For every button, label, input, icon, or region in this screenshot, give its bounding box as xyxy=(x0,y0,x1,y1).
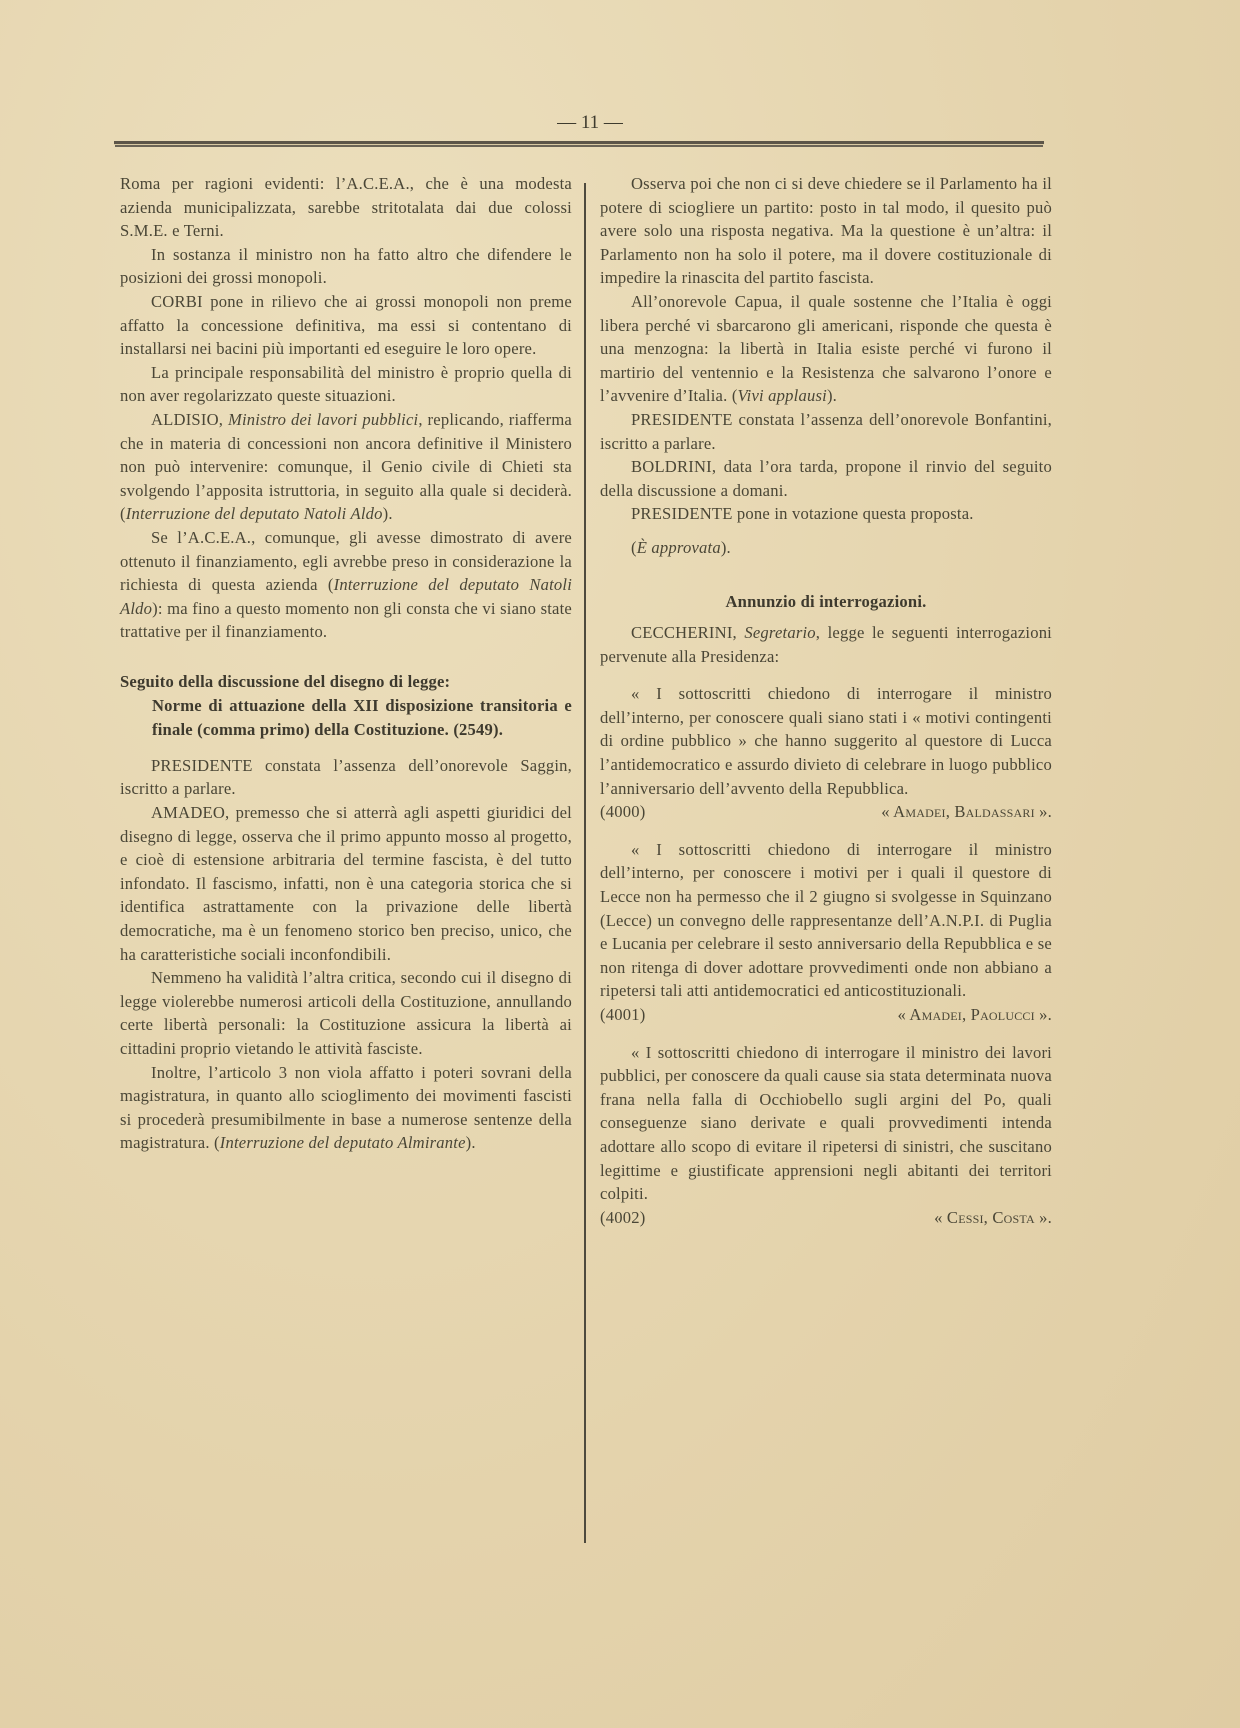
spacer xyxy=(600,824,1052,838)
paragraph: Nemmeno ha validità l’altra critica, secondo cui il disegno di legge violerebbe numerosi articoli della Costituzione, annullando certe libertà personali: la Costituzione assicura la libertà ai cittadini proprio vietando le attività fasciste. xyxy=(120,968,572,1058)
paragraph: AMADEO, premesso che si atterrà agli aspetti giuridici del disegno di legge, osserva che il primo appunto mosso al progetto, e cioè di estensione arbitraria del termine fascista, è del tutto infondato. Il fascismo, infatti, non è una categoria storica che si identifica astrattamente con la privazione delle libertà democratiche, ma è un fenomeno storico ben preciso, unico, che ha caratteristiche sociali inconfondibili. xyxy=(120,803,572,964)
paragraph-end: ). xyxy=(465,1133,476,1153)
spacer xyxy=(600,1027,1052,1041)
section-heading-bill xyxy=(120,670,572,742)
interrogation-number: (4000) xyxy=(600,802,646,822)
interrogation-signers: « Cessi, Costa ». xyxy=(934,1207,1052,1227)
interrogation-item xyxy=(600,1041,1052,1230)
paragraph: BOLDRINI, data l’ora tarda, propone il rinvio del seguito della discussione a domani. xyxy=(600,457,1052,500)
speaker-role: Segretario xyxy=(744,623,816,643)
paragraph: In sostanza il ministro non ha fatto altro che difendere le posizioni dei grossi monopoli. xyxy=(120,244,572,288)
paren-close: ). xyxy=(720,537,731,557)
applause-note: Vivi applausi xyxy=(737,386,827,406)
section-heading-rest: Norme di attuazione della XII disposizione transitoria e finale (comma primo) della Costituzione. (2549). xyxy=(152,695,572,739)
interrogation-text: « I sottoscritti chiedono di interrogare il ministro dell’interno, per conoscere i motivi per i quali il questore di Lecce non ha permesso che il 2 giugno si svolgesse in Squinzano (Lecce) un convegno delle rappresentanze dell’A.N.P.I. di Puglia e Lucania per celebrare il sesto anniversario della Repubblica e se non ritenga di dover adottare provvedimenti onde non abbiano a ripetersi tali atti antidemocratici ed anticostituzionali. xyxy=(600,839,1052,1001)
interrogation-signature-line xyxy=(600,1206,1052,1230)
interrogation-signers: « Amadei, Baldassari ». xyxy=(881,802,1052,822)
header-rule xyxy=(114,141,1044,145)
section-heading-first-line: Seguito della discussione del disegno di legge: xyxy=(120,671,451,691)
paragraph-text: , replicando, riafferma che in materia di concessioni non ancora definitive il Ministero non può intervenire: comunque, il Genio civile di Chieti sta svolgendo l’apposita istruttoria, in seguito alla quale si deciderà. ( xyxy=(120,409,572,524)
column-divider xyxy=(584,183,586,1543)
interrogation-text: « I sottoscritti chiedono di interrogare il ministro dei lavori pubblici, per conoscere da quali cause sia stata determinata nuova frana nella falla di Occhiobello sugli argini del Po, quali conseguenze siano derivate e quali provvedimenti intenda adottare allo scopo di evitare il ripetersi di sinistri, che suscitano legittime e giustificate apprensioni negli abitanti dei territori colpiti. xyxy=(600,1042,1052,1204)
interruption-note: Interruzione del deputato Natoli Aldo xyxy=(120,575,573,618)
paragraph: La principale responsabilità del ministro è proprio quella di non aver regolarizzato queste situazioni. xyxy=(120,362,572,406)
interruption-note: Interruzione del deputato Almirante xyxy=(219,1133,466,1153)
interrogation-item xyxy=(600,838,1052,1027)
page-number: — 11 — xyxy=(557,112,623,133)
paragraph-ceccherini xyxy=(600,621,1052,668)
speaker-name: ALDISIO, xyxy=(151,409,228,429)
paragraph-text: Se l’A.C.E.A., comunque, gli avesse dimostrato di avere ottenuto il finanziamento, egli avrebbe preso in considerazione la richiesta di questa azienda ( xyxy=(120,527,572,595)
spacer xyxy=(600,526,1052,536)
paragraph: CORBI pone in rilievo che ai grossi monopoli non preme affatto la concessione definitiva, ma essi si contentano di installarsi nei bacini più importanti ed eseguire le loro opere. xyxy=(120,291,572,359)
paragraph-end: ). xyxy=(382,504,393,524)
speaker-role: Ministro dei lavori pubblici xyxy=(227,409,419,429)
paragraph: PRESIDENTE constata l’assenza dell’onorevole Saggin, iscritto a parlare. xyxy=(120,755,572,799)
interrogation-number: (4001) xyxy=(600,1005,646,1024)
interrogation-signers: « Amadei, Paolucci ». xyxy=(897,1005,1052,1024)
paragraph-text: , legge le seguenti interrogazioni pervenute alla Presidenza: xyxy=(600,623,1052,666)
paragraph-end: ). xyxy=(826,386,838,406)
paragraph-text: Inoltre, l’articolo 3 non viola affatto i poteri sovrani della magistratura, in quanto allo scioglimento dei movimenti fascisti si procederà presumibilmente in base a numerose sentenze della magistratura. ( xyxy=(120,1062,572,1153)
paragraph xyxy=(120,526,572,644)
interrogation-item xyxy=(600,682,1052,824)
paragraph: Osserva poi che non ci si deve chiedere se il Parlamento ha il potere di sciogliere un partito: posto in tal modo, il quesito può avere solo una risposta negativa. Ma la questione è un’altra: il Parlamento non ha solo il potere, ma il dovere costituzionale di impedire la rinascita del partito fascista. xyxy=(600,174,1052,288)
paragraph: Roma per ragioni evidenti: l’A.C.E.A., che è una modesta azienda municipalizzata, sarebbe stritotalata dai due colossi S.M.E. e Terni. xyxy=(120,174,572,241)
paragraph-end: ): ma fino a questo momento non gli consta che vi siano state trattative per il finanziamento. xyxy=(120,598,572,642)
left-column xyxy=(120,172,572,1155)
paren-open: ( xyxy=(631,537,637,557)
paragraph: PRESIDENTE pone in votazione questa proposta. xyxy=(631,504,974,524)
interruption-note: Interruzione del deputato Natoli Aldo xyxy=(125,504,383,524)
speaker-name: CECCHERINI, xyxy=(631,623,745,643)
vote-result xyxy=(600,536,1052,560)
interrogation-signature-line xyxy=(600,1003,1052,1027)
interrogation-signature-line xyxy=(600,800,1052,824)
interrogation-number: (4002) xyxy=(600,1207,646,1227)
section-heading-interrogations: Annunzio di interrogazioni. xyxy=(725,591,927,611)
paragraph-aldisio xyxy=(120,408,572,526)
paragraph: PRESIDENTE constata l’assenza dell’onorevole Bonfantini, iscritto a parlare. xyxy=(600,409,1052,453)
spacer xyxy=(600,668,1052,682)
paragraph xyxy=(120,1061,572,1155)
paragraph xyxy=(600,290,1052,408)
right-column xyxy=(600,172,1052,1229)
vote-result-text: È approvata xyxy=(636,537,721,557)
paragraph-text: All’onorevole Capua, il quale sostenne che l’Italia è oggi libera perché vi sbarcarono gli americani, risponde che questa è una menzogna: la libertà in Italia esiste perché vi furono il martirio del ventennio e la Resistenza che salvarono l’onore e l’avvenire d’Italia. ( xyxy=(600,291,1052,406)
interrogation-text: « I sottoscritti chiedono di interrogare il ministro dell’interno, per conoscere quali siano stati i « motivi contingenti di ordine pubblico » che hanno suggerito al questore di Lucca l’antidemocratico e assurdo divieto di celebrare in luogo pubblico l’anniversario dell’avvento della Repubblica. xyxy=(600,684,1052,798)
